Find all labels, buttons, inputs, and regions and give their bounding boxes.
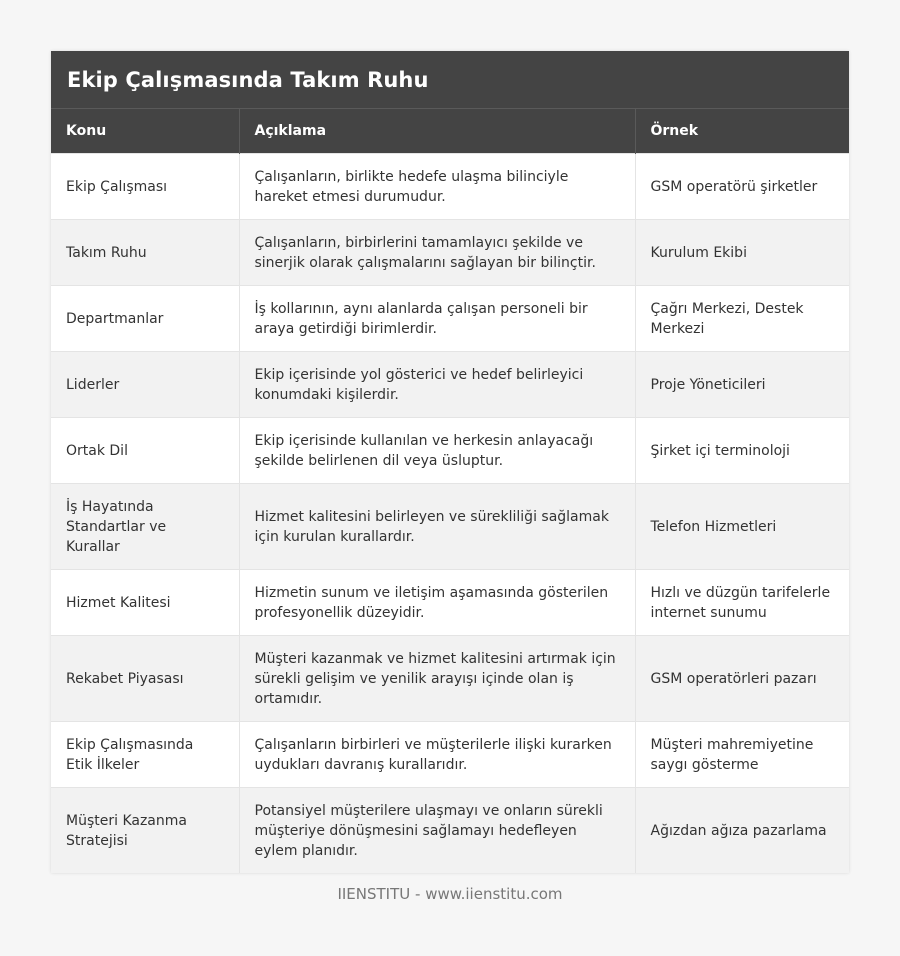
cell-ornek: GSM operatörü şirketler — [635, 154, 849, 220]
table-card — [51, 51, 849, 873]
table-row — [51, 286, 849, 352]
cell-ornek: Müşteri mahremiyetine saygı gösterme — [635, 722, 849, 788]
cell-aciklama: Hizmet kalitesini belirleyen ve sürekliliği sağlamak için kurulan kurallardır. — [239, 484, 635, 570]
cell-konu: Takım Ruhu — [51, 220, 239, 286]
footer-credit: IIENSTITU - www.iienstitu.com — [337, 885, 563, 903]
cell-ornek: Çağrı Merkezi, Destek Merkezi — [635, 286, 849, 352]
cell-konu: Müşteri Kazanma Stratejisi — [51, 788, 239, 874]
table-row — [51, 636, 849, 722]
cell-aciklama: Müşteri kazanmak ve hizmet kalitesini artırmak için sürekli gelişim ve yenilik arayışı içinde olan iş ortamıdır. — [239, 636, 635, 722]
cell-konu: Liderler — [51, 352, 239, 418]
cell-ornek: Telefon Hizmetleri — [635, 484, 849, 570]
header-row — [51, 109, 849, 154]
page-title: Ekip Çalışmasında Takım Ruhu — [67, 67, 429, 92]
table-row — [51, 788, 849, 874]
cell-aciklama: Hizmetin sunum ve iletişim aşamasında gösterilen profesyonellik düzeyidir. — [239, 570, 635, 636]
cell-aciklama: İş kollarının, aynı alanlarda çalışan personeli bir araya getirdiği birimlerdir. — [239, 286, 635, 352]
table-row — [51, 154, 849, 220]
cell-aciklama: Çalışanların, birlikte hedefe ulaşma bilinciyle hareket etmesi durumudur. — [239, 154, 635, 220]
cell-konu: Rekabet Piyasası — [51, 636, 239, 722]
cell-konu: Ortak Dil — [51, 418, 239, 484]
cell-aciklama: Ekip içerisinde kullanılan ve herkesin anlayacağı şekilde belirlenen dil veya üsluptur. — [239, 418, 635, 484]
cell-aciklama: Çalışanların, birbirlerini tamamlayıcı şekilde ve sinerjik olarak çalışmalarını sağlayan bir bilinçtir. — [239, 220, 635, 286]
column-header-konu: Konu — [51, 109, 239, 154]
cell-ornek: GSM operatörleri pazarı — [635, 636, 849, 722]
data-table — [51, 109, 849, 873]
title-bar — [51, 51, 849, 109]
cell-konu: Departmanlar — [51, 286, 239, 352]
cell-ornek: Kurulum Ekibi — [635, 220, 849, 286]
table-row — [51, 570, 849, 636]
column-header-ornek: Örnek — [635, 109, 849, 154]
cell-konu: Ekip Çalışması — [51, 154, 239, 220]
cell-aciklama: Ekip içerisinde yol gösterici ve hedef belirleyici konumdaki kişilerdir. — [239, 352, 635, 418]
table-row — [51, 722, 849, 788]
table-row — [51, 220, 849, 286]
cell-konu: Ekip Çalışmasında Etik İlkeler — [51, 722, 239, 788]
cell-ornek: Şirket içi terminoloji — [635, 418, 849, 484]
cell-konu: Hizmet Kalitesi — [51, 570, 239, 636]
cell-ornek: Hızlı ve düzgün tarifelerle internet sunumu — [635, 570, 849, 636]
table-row — [51, 418, 849, 484]
cell-aciklama: Potansiyel müşterilere ulaşmayı ve onların sürekli müşteriye dönüşmesini sağlamayı hedefleyen eylem planıdır. — [239, 788, 635, 874]
cell-konu: İş Hayatında Standartlar ve Kurallar — [51, 484, 239, 570]
table-row — [51, 484, 849, 570]
column-header-aciklama: Açıklama — [239, 109, 635, 154]
cell-ornek: Proje Yöneticileri — [635, 352, 849, 418]
cell-ornek: Ağızdan ağıza pazarlama — [635, 788, 849, 874]
table-row — [51, 352, 849, 418]
cell-aciklama: Çalışanların birbirleri ve müşterilerle ilişki kurarken uydukları davranış kurallarıdır. — [239, 722, 635, 788]
